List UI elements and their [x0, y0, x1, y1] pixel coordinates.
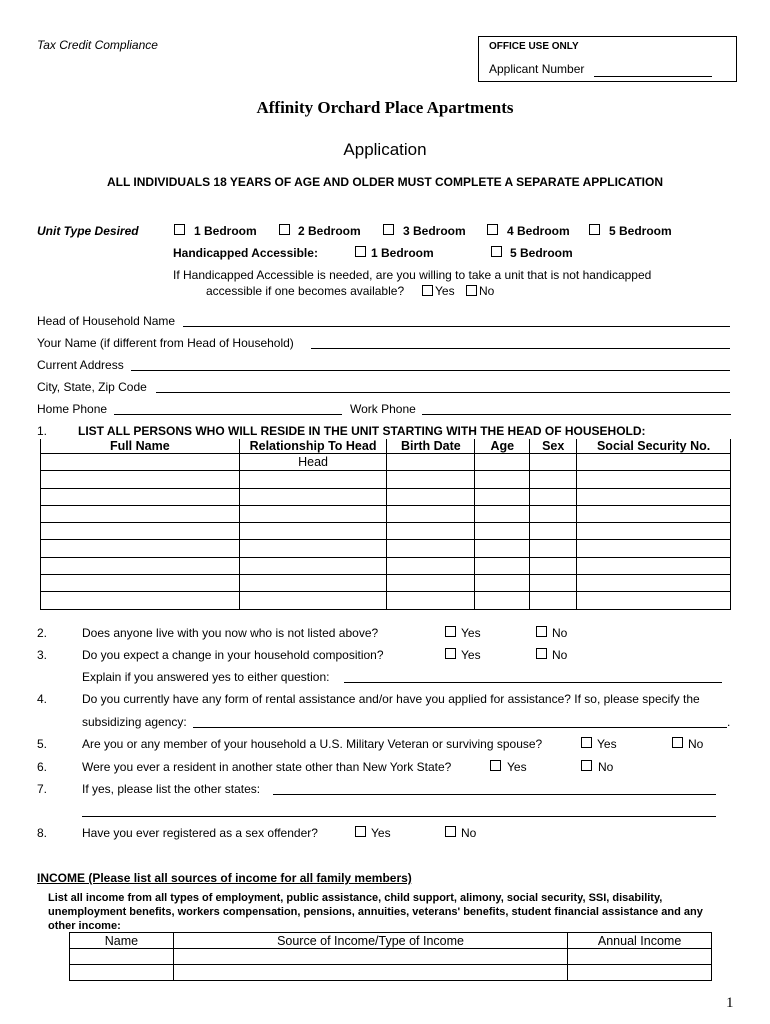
page-subtitle: Application [343, 140, 427, 159]
q7-states-field-2[interactable] [82, 816, 716, 817]
head-of-household-label: Head of Household Name [37, 314, 176, 328]
income-instructions [48, 891, 703, 933]
unit-5br-label: 5 Bedroom [609, 224, 672, 238]
q2-text: Does anyone live with you now who is not listed above? [82, 626, 379, 640]
household-table [40, 439, 731, 610]
col-sex: Sex [530, 439, 577, 454]
page-number: 1 [726, 995, 734, 1011]
your-name-field[interactable] [311, 348, 730, 349]
q6-yes-checkbox[interactable] [490, 760, 501, 771]
q6-no-label: No [598, 760, 614, 774]
q3-yes-checkbox[interactable] [445, 648, 456, 659]
handicapped-label: Handicapped Accessible: [173, 246, 318, 260]
unit-1br-label: 1 Bedroom [194, 224, 257, 238]
table-row[interactable] [41, 505, 731, 522]
table-row[interactable] [41, 471, 731, 488]
q5-yes-label: Yes [597, 737, 617, 751]
income-table [69, 932, 712, 981]
q2-yes-checkbox[interactable] [445, 626, 456, 637]
q6-text: Were you ever a resident in another state other than New York State? [82, 760, 452, 774]
handicapped-yes-label: Yes [435, 284, 455, 298]
q5-no-checkbox[interactable] [672, 737, 683, 748]
applicant-number-field[interactable] [594, 76, 712, 77]
handicapped-1br-checkbox[interactable] [355, 246, 366, 257]
q6-number: 6. [37, 760, 48, 774]
q4-agency-field[interactable] [193, 727, 727, 728]
table-row[interactable] [70, 965, 712, 981]
household-number: 1. [37, 424, 48, 438]
q2-no-label: No [552, 626, 568, 640]
q3-text: Do you expect a change in your household composition? [82, 648, 384, 662]
table-row [41, 454, 731, 471]
unit-4br-checkbox[interactable] [487, 224, 498, 235]
q3-no-label: No [552, 648, 568, 662]
head-relationship-cell: Head [239, 454, 387, 471]
q4-period: . [727, 715, 731, 729]
q6-yes-label: Yes [507, 760, 527, 774]
q4-number: 4. [37, 692, 48, 706]
city-field[interactable] [156, 392, 730, 393]
q5-text: Are you or any member of your household a U.S. Military Veteran or surviving spouse? [82, 737, 543, 751]
table-row[interactable] [41, 575, 731, 592]
col-full-name: Full Name [41, 439, 240, 454]
table-row[interactable] [41, 540, 731, 557]
col-income-annual: Annual Income [568, 933, 712, 949]
q2-number: 2. [37, 626, 48, 640]
q8-no-label: No [461, 826, 477, 840]
address-label: Current Address [37, 358, 124, 372]
q8-text: Have you ever registered as a sex offender? [82, 826, 318, 840]
home-phone-label: Home Phone [37, 402, 108, 416]
handicapped-no-checkbox[interactable] [466, 285, 477, 296]
office-use-box [478, 36, 737, 82]
program-label: Tax Credit Compliance [37, 38, 158, 52]
handicapped-no-label: No [479, 284, 495, 298]
income-instructions-line1: List all income from all types of employment, public assistance, child support, alimony, social security, SSI, disability, [48, 892, 663, 904]
unit-2br-checkbox[interactable] [279, 224, 290, 235]
q5-no-label: No [688, 737, 704, 751]
applicant-number-label: Applicant Number [489, 62, 585, 76]
unit-type-label: Unit Type Desired [37, 224, 139, 238]
q5-number: 5. [37, 737, 48, 751]
table-row[interactable] [41, 488, 731, 505]
q8-number: 8. [37, 826, 48, 840]
unit-3br-label: 3 Bedroom [403, 224, 466, 238]
unit-1br-checkbox[interactable] [174, 224, 185, 235]
q4-agency-label: subsidizing agency: [82, 715, 187, 729]
unit-2br-label: 2 Bedroom [298, 224, 361, 238]
address-field[interactable] [131, 370, 730, 371]
q2-no-checkbox[interactable] [536, 626, 547, 637]
income-instructions-line3: other income: [48, 920, 121, 932]
q3-number: 3. [37, 648, 48, 662]
household-heading: LIST ALL PERSONS WHO WILL RESIDE IN THE UNIT STARTING WITH THE HEAD OF HOUSEHOLD: [78, 424, 646, 438]
col-relationship: Relationship To Head [239, 439, 387, 454]
q7-states-field[interactable] [273, 794, 716, 795]
q7-number: 7. [37, 782, 48, 796]
city-label: City, State, Zip Code [37, 380, 147, 394]
home-phone-field[interactable] [114, 414, 342, 415]
col-income-source: Source of Income/Type of Income [173, 933, 567, 949]
notice: ALL INDIVIDUALS 18 YEARS OF AGE AND OLDER MUST COMPLETE A SEPARATE APPLICATION [106, 175, 664, 189]
q6-no-checkbox[interactable] [581, 760, 592, 771]
income-instructions-line2: unemployment benefits, workers compensation, pensions, annuities, veterans' benefits, student financial assistance and any [48, 906, 703, 918]
q7-text: If yes, please list the other states: [82, 782, 261, 796]
work-phone-label: Work Phone [350, 402, 416, 416]
handicapped-5br-checkbox[interactable] [491, 246, 502, 257]
unit-4br-label: 4 Bedroom [507, 224, 570, 238]
income-heading: INCOME (Please list all sources of income for all family members) [37, 871, 412, 885]
q8-yes-checkbox[interactable] [355, 826, 366, 837]
unit-3br-checkbox[interactable] [383, 224, 394, 235]
handicapped-question-line2: accessible if one becomes available? [206, 284, 405, 298]
handicapped-5br-label: 5 Bedroom [510, 246, 573, 260]
handicapped-yes-checkbox[interactable] [422, 285, 433, 296]
table-row[interactable] [41, 592, 731, 609]
work-phone-field[interactable] [422, 414, 731, 415]
income-header-row [70, 933, 712, 949]
page-title: Affinity Orchard Place Apartments [256, 98, 514, 117]
handicapped-1br-label: 1 Bedroom [371, 246, 434, 260]
table-row[interactable] [70, 949, 712, 965]
your-name-label: Your Name (if different from Head of Household) [37, 336, 294, 350]
table-row[interactable] [41, 557, 731, 574]
handicapped-question-line1: If Handicapped Accessible is needed, are you willing to take a unit that is not handicapped [173, 268, 652, 282]
head-of-household-field[interactable] [183, 326, 730, 327]
col-birth-date: Birth Date [387, 439, 475, 454]
explain-field[interactable] [344, 682, 722, 683]
col-income-name: Name [70, 933, 174, 949]
household-header-row [41, 439, 731, 454]
q4-text: Do you currently have any form of rental assistance and/or have you applied for assistance? If so, please specify the [82, 692, 700, 706]
q3-no-checkbox[interactable] [536, 648, 547, 659]
col-age: Age [475, 439, 530, 454]
q2-yes-label: Yes [461, 626, 481, 640]
table-row[interactable] [41, 523, 731, 540]
explain-label: Explain if you answered yes to either question: [82, 670, 330, 684]
q8-yes-label: Yes [371, 826, 391, 840]
office-use-title: OFFICE USE ONLY [489, 41, 579, 52]
q3-yes-label: Yes [461, 648, 481, 662]
q8-no-checkbox[interactable] [445, 826, 456, 837]
col-ssn: Social Security No. [577, 439, 731, 454]
q5-yes-checkbox[interactable] [581, 737, 592, 748]
unit-5br-checkbox[interactable] [589, 224, 600, 235]
